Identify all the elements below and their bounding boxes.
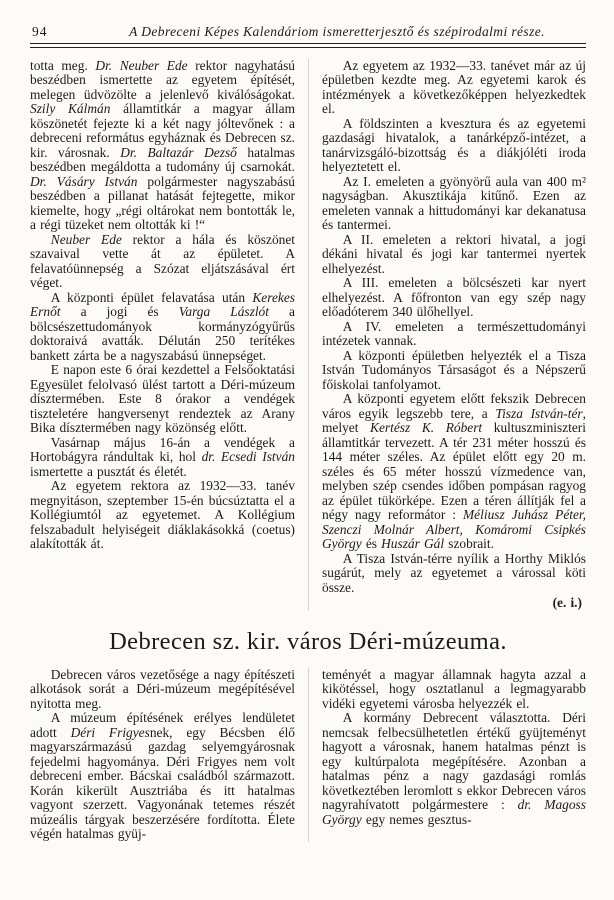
paragraph: Neuber Ede rektor a hála és köszönet szavaival vette át az épületet. A felavatóünnepség a Szózat eljátszásával ért véget. [30,231,295,290]
italic-name: Dr. Neuber Ede [95,57,188,73]
article2-right-column [308,668,586,842]
header-rule-bottom [30,47,586,48]
paragraph: A központi épületben helyezték el a Tisza István Tudományos Társaságot és a Népszerű főiskolai tanfolyamot. [322,347,586,392]
article1-right-column [308,59,586,611]
header-rule [30,43,586,48]
paragraph: A IV. emeleten a természettudományi intézetek vannak. [322,318,586,348]
paragraph: E napon este 6 órai kezdettel a Felsőoktatási Egyesület felolvasó ülést tartott a Déri-múzeum dísztermében. Este 8 órakor a vendégek tiszteletére hangversenyt rendeztek az Arany Bika dísztermében nagy közönség előtt. [30,362,295,435]
article2-title: Debrecen sz. kir. város Déri-múzeuma. [109,627,507,655]
author-initials: (e. i.) [552,595,582,610]
paragraph: A múzeum építésének erélyes lendületet adott Déri Frigyesnek, egy Bécsben élő magyarszármazású gazdag selyemgyárosnak fejedelmi hagyománya. Déri Frigyes nem volt debreceni ember. Bácskai családból származott. Korán kikerült Ausztriába és itt hatalmas vagyont szerzett. Vagyonának tetemes részét múzeális tárgyak beszerzésére fordította. Élete végén hatalmas gyüj- [30,710,295,841]
page-header [30,24,586,43]
paragraph: Az I. emeleten a gyönyörű aula van 400 m² nagyságban. Akusztikája kitűnő. Ezen az emeleten vannak a hittudományi kar dekanatusa és tantermei. [322,173,586,232]
article2-left-column [30,668,308,842]
italic-name: Dr. Baltazár Dezső [120,144,237,160]
paragraph: A III. emeleten a bölcsészeti kar nyert elhelyezést. A főfronton van egy szép nagy előadóterem 340 ülőhellyel. [322,275,586,319]
paragraph: Debrecen város vezetősége a nagy építészeti alkotások sorát a Déri-múzeum megépítésével nyitotta meg. [30,666,295,711]
italic-name: Kerekes Ernőt [30,289,295,319]
running-title: A Debreceni Képes Kalendáriom ismeretterjesztő és szépirodalmi része. [129,24,545,39]
italic-name: Kertész K. Róbert [370,420,483,435]
italic-name: dr. Ecsedi István [201,449,295,464]
paragraph: A kormány Debrecent választotta. Déri nemcsak felbecsülhetetlen értékű gyüjteményt hagyott a városnak, hanem hatalmas pénzt is egy kultúrpalota megépítésére. Azonban a hatalmas pénz a nagy gazdasági romlás következtében leromlott s ekkor Debrecen város nagyrahívatott polgármestere : dr. Magoss György egy nemes gesztus- [322,710,586,827]
italic-name: Varga Lászlót [178,304,269,319]
paragraph: A központi épület felavatása után Kerekes Ernőt a jogi és Varga Lászlót a bölcsészettudományok kormányzógyűrűs doktoraivá avatták. Délután 250 terítékes bankett zárta be a nagyszabású ünnepséget. [30,289,295,363]
paragraph: teményét a magyar államnak hagyta azzal a kikötéssel, hogy osztatlanul a legmagyarabb vidéki egyetemi városba helyezzék el. [322,666,586,711]
paragraph: A Tisza István-térre nyílik a Horthy Miklós sugárút, mely az egyetemet a várossal köti össze. [322,550,586,595]
italic-name: Tisza István-tér [495,405,583,421]
article1-right-paragraphs [322,59,586,596]
header-rule-top [30,43,586,44]
italic-name: Méliusz Juhász Péter, Szenczi Molnár Albert, Komáromi Csipkés György [322,507,586,551]
italic-name: Neuber Ede [50,231,122,247]
paragraph: A földszinten a kvesztura és az egyetemi gazdasági hivatalok, a tanárképző-intézet, a tanárvizsgáló-bizottság és a diákjóléti iroda helyeztetett el. [322,115,586,174]
article-deri-museum [30,668,586,842]
article2-columns [30,668,586,842]
article1-columns [30,59,586,611]
article-university-report [30,59,586,611]
page-number: 94 [32,24,48,39]
article1-left-column [30,59,308,611]
italic-name: Dr. Vásáry István [30,173,138,189]
paragraph: Az egyetem rektora az 1932—33. tanév megnyitáson, szeptember 15-én búcsúztatta el a Kollégiumtól az egyetemet. A Kollégium felszabadult helyiségeit diáklakásokká (coetus) alakították át. [30,478,295,551]
italic-name: Déri Frigyes [70,724,150,740]
italic-name: Szily Kálmán [30,101,111,116]
paragraph: Vasárnap május 16-án a vendégek a Hortobágyra rándultak ki, hol dr. Ecsedi István ismertette a pusztát és életét. [30,434,295,479]
paragraph: A II. emeleten a rektori hivatal, a jogi dékáni hivatal és jogi kar tantermei nyertek elhelyezést. [322,231,586,276]
italic-name: dr. Magoss György [322,797,586,827]
italic-name: Huszár Gál [381,536,445,551]
paragraph: A központi egyetem előtt fekszik Debrecen város egyik legszebb tere, a Tisza István-tér, melyet Kertész K. Róbert kultuszminiszteri államtitkár tervezett. A tér 231 méter hosszú és 144 méter széles. Az épület előtt egy 20 m. széles és 65 méter hosszú vízmedence van, melyben szép csendes időben pompásan ragyog az épület tükörképe. Ezen a téren állítják fel a négy nagy reformátor : Méliusz Juhász Péter, Szenczi Molnár Albert, Komáromi Csipkés György és Huszár Gál szobrait. [322,391,587,551]
paragraph: Az egyetem az 1932—33. tanévet már az új épületben kezdte meg. Az egyetemi karok és intézmények a következőképpen helyezkedtek el. [322,57,586,116]
paragraph: totta meg. Dr. Neuber Ede rektor nagyhatású beszédben ismertette az egyetem építését, melegen üdvözölte a jelenlevő kiválóságokat. Szily Kálmán államtitkár a magyar állam köszönetét fejezte ki a két nagy jóltevőnek : a debreceni református egyháznak és Debrecen sz. kir. városnak. Dr. Baltazár Dezső hatalmas beszédben megáldotta a tudomány új csarnokát. Dr. Vásáry István polgármester nagyszabású beszédben a pillanat hatását fejtegette, mikor kiemelte, hogy „régi oltárokat nem bontották le, a régi tüzeket nem oltották ki !“ [30,57,295,232]
